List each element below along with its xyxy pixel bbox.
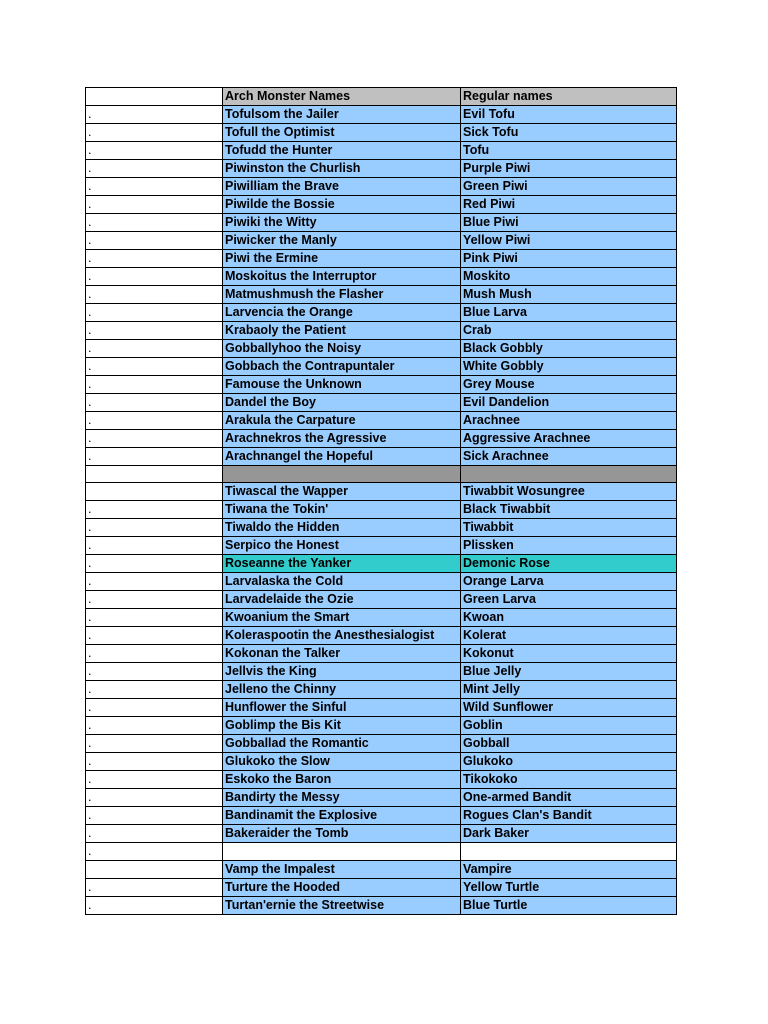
arch-name-cell[interactable]: Serpico the Honest — [223, 537, 461, 555]
table-row — [86, 663, 677, 681]
arch-name-cell[interactable]: Dandel the Boy — [223, 394, 461, 412]
marker-cell[interactable]: . — [86, 250, 223, 268]
regular-name-cell[interactable]: Tiwabbit — [461, 519, 677, 537]
regular-name-cell[interactable]: Dark Baker — [461, 825, 677, 843]
table-row — [86, 519, 677, 537]
marker-cell[interactable]: . — [86, 573, 223, 591]
table-row — [86, 142, 677, 160]
arch-name-cell[interactable]: Famouse the Unknown — [223, 376, 461, 394]
table-row — [86, 304, 677, 322]
table-row — [86, 645, 677, 663]
marker-cell[interactable]: . — [86, 106, 223, 124]
marker-cell[interactable]: . — [86, 412, 223, 430]
marker-cell[interactable] — [86, 466, 223, 483]
marker-cell[interactable]: . — [86, 789, 223, 807]
regular-name-cell[interactable]: Kwoan — [461, 609, 677, 627]
regular-name-cell[interactable]: White Gobbly — [461, 358, 677, 376]
marker-cell[interactable]: . — [86, 555, 223, 573]
arch-name-cell[interactable]: Arachnangel the Hopeful — [223, 448, 461, 466]
arch-name-cell[interactable] — [223, 843, 461, 861]
regular-name-cell[interactable]: Goblin — [461, 717, 677, 735]
marker-cell[interactable]: . — [86, 717, 223, 735]
arch-name-cell[interactable]: Piwi the Ermine — [223, 250, 461, 268]
regular-name-cell[interactable]: Yellow Turtle — [461, 879, 677, 897]
table-row — [86, 537, 677, 555]
regular-name-cell[interactable]: Demonic Rose — [461, 555, 677, 573]
regular-name-cell[interactable]: Pink Piwi — [461, 250, 677, 268]
marker-cell[interactable]: . — [86, 142, 223, 160]
arch-name-cell[interactable]: Arachnekros the Agressive — [223, 430, 461, 448]
arch-name-cell[interactable]: Matmushmush the Flasher — [223, 286, 461, 304]
marker-cell[interactable]: . — [86, 825, 223, 843]
regular-name-cell[interactable]: Rogues Clan's Bandit — [461, 807, 677, 825]
marker-cell[interactable]: . — [86, 681, 223, 699]
regular-name-cell[interactable]: Black Gobbly — [461, 340, 677, 358]
marker-cell[interactable]: . — [86, 376, 223, 394]
marker-cell[interactable]: . — [86, 627, 223, 645]
arch-name-cell[interactable]: Tiwaldo the Hidden — [223, 519, 461, 537]
table-row — [86, 753, 677, 771]
table-row — [86, 268, 677, 286]
marker-cell[interactable]: . — [86, 340, 223, 358]
table-row — [86, 771, 677, 789]
table-row — [86, 609, 677, 627]
marker-cell[interactable]: . — [86, 645, 223, 663]
regular-name-cell[interactable]: Sick Tofu — [461, 124, 677, 142]
table-row — [86, 897, 677, 915]
regular-name-cell[interactable]: Mint Jelly — [461, 681, 677, 699]
table-row — [86, 232, 677, 250]
table-row — [86, 879, 677, 897]
table-row — [86, 250, 677, 268]
regular-name-cell[interactable]: Green Piwi — [461, 178, 677, 196]
regular-name-cell[interactable]: Moskito — [461, 268, 677, 286]
marker-cell[interactable]: . — [86, 322, 223, 340]
table-row — [86, 807, 677, 825]
marker-cell[interactable]: . — [86, 160, 223, 178]
regular-name-cell[interactable]: Wild Sunflower — [461, 699, 677, 717]
header-row — [86, 88, 677, 106]
regular-name-cell[interactable]: Evil Tofu — [461, 106, 677, 124]
table-row — [86, 394, 677, 412]
arch-name-cell[interactable]: Piwilde the Bossie — [223, 196, 461, 214]
table-row — [86, 196, 677, 214]
table-row — [86, 555, 677, 573]
regular-name-cell[interactable] — [461, 466, 677, 483]
marker-cell[interactable]: . — [86, 178, 223, 196]
table-row — [86, 448, 677, 466]
marker-cell[interactable]: . — [86, 286, 223, 304]
table-row — [86, 376, 677, 394]
arch-name-cell[interactable]: Tiwascal the Wapper — [223, 483, 461, 501]
table-row — [86, 466, 677, 483]
regular-name-cell[interactable]: Gobball — [461, 735, 677, 753]
marker-cell[interactable]: . — [86, 304, 223, 322]
arch-name-cell[interactable]: Goblimp the Bis Kit — [223, 717, 461, 735]
table-row — [86, 717, 677, 735]
table-row — [86, 106, 677, 124]
table-row — [86, 412, 677, 430]
regular-name-cell[interactable]: Plissken — [461, 537, 677, 555]
table-row — [86, 627, 677, 645]
regular-name-cell[interactable]: Tofu — [461, 142, 677, 160]
table-row — [86, 573, 677, 591]
table-row — [86, 214, 677, 232]
arch-name-cell[interactable]: Jellvis the King — [223, 663, 461, 681]
arch-name-cell[interactable]: Kokonan the Talker — [223, 645, 461, 663]
arch-name-cell[interactable]: Gobballad the Romantic — [223, 735, 461, 753]
marker-cell[interactable]: . — [86, 124, 223, 142]
arch-name-cell[interactable]: Piwinston the Churlish — [223, 160, 461, 178]
marker-cell[interactable] — [86, 483, 223, 501]
arch-name-cell[interactable]: Bandirty the Messy — [223, 789, 461, 807]
table-row — [86, 322, 677, 340]
marker-cell[interactable]: . — [86, 699, 223, 717]
regular-name-cell[interactable]: One-armed Bandit — [461, 789, 677, 807]
arch-name-cell[interactable]: Larvalaska the Cold — [223, 573, 461, 591]
marker-cell[interactable]: . — [86, 663, 223, 681]
arch-names-header[interactable]: Arch Monster Names — [223, 88, 461, 106]
marker-cell[interactable]: . — [86, 519, 223, 537]
marker-cell[interactable]: . — [86, 232, 223, 250]
marker-cell[interactable]: . — [86, 268, 223, 286]
arch-name-cell[interactable]: Bandinamit the Explosive — [223, 807, 461, 825]
arch-name-cell[interactable]: Koleraspootin the Anesthesialogist — [223, 627, 461, 645]
marker-cell[interactable]: . — [86, 537, 223, 555]
marker-cell[interactable] — [86, 88, 223, 106]
arch-name-cell[interactable]: Glukoko the Slow — [223, 753, 461, 771]
arch-name-cell[interactable]: Jelleno the Chinny — [223, 681, 461, 699]
regular-name-cell[interactable]: Grey Mouse — [461, 376, 677, 394]
regular-name-cell[interactable]: Mush Mush — [461, 286, 677, 304]
table-row — [86, 861, 677, 879]
regular-name-cell[interactable]: Tikokoko — [461, 771, 677, 789]
arch-name-cell[interactable]: Turtan'ernie the Streetwise — [223, 897, 461, 915]
regular-name-cell[interactable]: Glukoko — [461, 753, 677, 771]
regular-name-cell[interactable] — [461, 843, 677, 861]
table-row — [86, 699, 677, 717]
regular-name-cell[interactable]: Tiwabbit Wosungree — [461, 483, 677, 501]
arch-name-cell[interactable] — [223, 466, 461, 483]
marker-cell[interactable]: . — [86, 430, 223, 448]
table-row — [86, 430, 677, 448]
regular-name-cell[interactable]: Kokonut — [461, 645, 677, 663]
marker-cell[interactable]: . — [86, 843, 223, 861]
arch-name-cell[interactable]: Piwicker the Manly — [223, 232, 461, 250]
regular-name-cell[interactable]: Sick Arachnee — [461, 448, 677, 466]
arch-name-cell[interactable]: Larvencia the Orange — [223, 304, 461, 322]
table-row — [86, 591, 677, 609]
marker-cell[interactable]: . — [86, 196, 223, 214]
arch-name-cell[interactable]: Piwiki the Witty — [223, 214, 461, 232]
table-body — [86, 88, 677, 915]
arch-name-cell[interactable]: Hunflower the Sinful — [223, 699, 461, 717]
arch-name-cell[interactable]: Krabaoly the Patient — [223, 322, 461, 340]
marker-cell[interactable]: . — [86, 358, 223, 376]
marker-cell[interactable]: . — [86, 609, 223, 627]
table-row — [86, 483, 677, 501]
arch-name-cell[interactable]: Moskoitus the Interruptor — [223, 268, 461, 286]
marker-cell[interactable]: . — [86, 448, 223, 466]
regular-name-cell[interactable]: Vampire — [461, 861, 677, 879]
marker-cell[interactable]: . — [86, 214, 223, 232]
marker-cell[interactable]: . — [86, 735, 223, 753]
marker-cell[interactable] — [86, 861, 223, 879]
monster-names-table — [85, 87, 677, 915]
table-row — [86, 501, 677, 519]
arch-name-cell[interactable]: Arakula the Carpature — [223, 412, 461, 430]
arch-name-cell[interactable]: Piwilliam the Brave — [223, 178, 461, 196]
arch-name-cell[interactable]: Tiwana the Tokin' — [223, 501, 461, 519]
regular-name-cell[interactable]: Arachnee — [461, 412, 677, 430]
marker-cell[interactable]: . — [86, 807, 223, 825]
table-row — [86, 843, 677, 861]
table-row — [86, 340, 677, 358]
arch-name-cell[interactable]: Gobbach the Contrapuntaler — [223, 358, 461, 376]
arch-name-cell[interactable]: Larvadelaide the Ozie — [223, 591, 461, 609]
marker-cell[interactable]: . — [86, 501, 223, 519]
arch-name-cell[interactable]: Eskoko the Baron — [223, 771, 461, 789]
arch-name-cell[interactable]: Turture the Hooded — [223, 879, 461, 897]
regular-name-cell[interactable]: Black Tiwabbit — [461, 501, 677, 519]
arch-name-cell[interactable]: Gobballyhoo the Noisy — [223, 340, 461, 358]
arch-name-cell[interactable]: Tofulsom the Jailer — [223, 106, 461, 124]
table-row — [86, 681, 677, 699]
regular-name-cell[interactable]: Green Larva — [461, 591, 677, 609]
regular-names-header[interactable]: Regular names — [461, 88, 677, 106]
regular-name-cell[interactable]: Orange Larva — [461, 573, 677, 591]
regular-name-cell[interactable]: Blue Piwi — [461, 214, 677, 232]
table-row — [86, 124, 677, 142]
arch-name-cell[interactable]: Vamp the Impalest — [223, 861, 461, 879]
arch-name-cell[interactable]: Kwoanium the Smart — [223, 609, 461, 627]
marker-cell[interactable]: . — [86, 591, 223, 609]
marker-cell[interactable]: . — [86, 771, 223, 789]
table-row — [86, 358, 677, 376]
marker-cell[interactable]: . — [86, 897, 223, 915]
regular-name-cell[interactable]: Crab — [461, 322, 677, 340]
table-row — [86, 160, 677, 178]
regular-name-cell[interactable]: Blue Larva — [461, 304, 677, 322]
marker-cell[interactable]: . — [86, 394, 223, 412]
arch-name-cell[interactable]: Bakeraider the Tomb — [223, 825, 461, 843]
table-row — [86, 178, 677, 196]
regular-name-cell[interactable]: Kolerat — [461, 627, 677, 645]
regular-name-cell[interactable]: Red Piwi — [461, 196, 677, 214]
regular-name-cell[interactable]: Purple Piwi — [461, 160, 677, 178]
regular-name-cell[interactable]: Evil Dandelion — [461, 394, 677, 412]
arch-name-cell[interactable]: Roseanne the Yanker — [223, 555, 461, 573]
marker-cell[interactable]: . — [86, 753, 223, 771]
regular-name-cell[interactable]: Aggressive Arachnee — [461, 430, 677, 448]
regular-name-cell[interactable]: Blue Jelly — [461, 663, 677, 681]
table-row — [86, 789, 677, 807]
table-row — [86, 735, 677, 753]
table-row — [86, 825, 677, 843]
arch-name-cell[interactable]: Tofull the Optimist — [223, 124, 461, 142]
regular-name-cell[interactable]: Yellow Piwi — [461, 232, 677, 250]
regular-name-cell[interactable]: Blue Turtle — [461, 897, 677, 915]
arch-name-cell[interactable]: Tofudd the Hunter — [223, 142, 461, 160]
marker-cell[interactable]: . — [86, 879, 223, 897]
table-row — [86, 286, 677, 304]
